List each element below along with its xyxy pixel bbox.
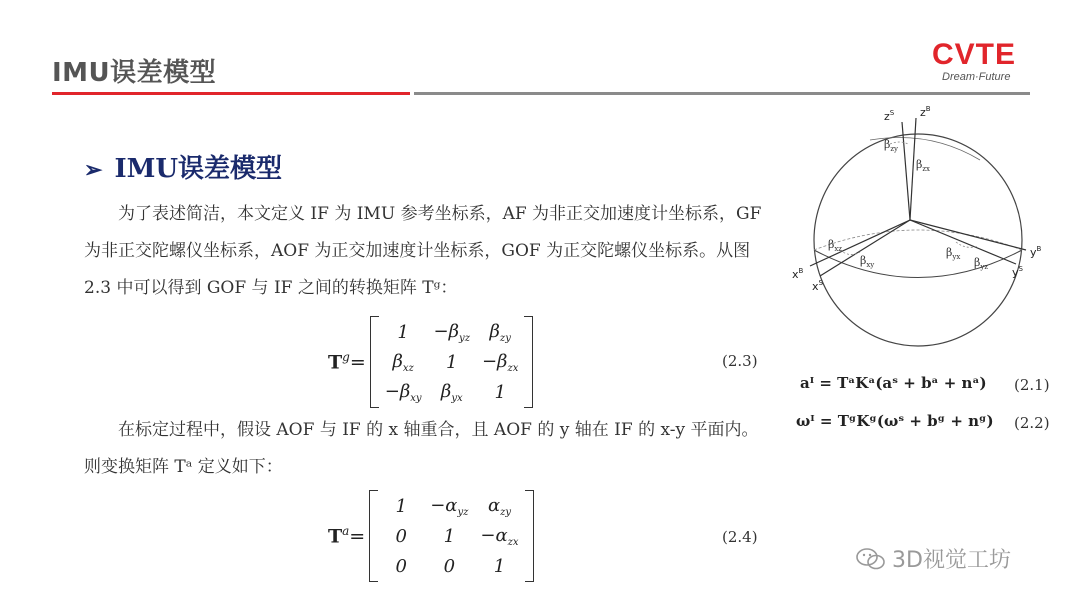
matrix-cell: 0 — [395, 555, 407, 577]
label-zs: $z^S$ — [884, 109, 895, 123]
equation-label-2-1: (2.1) — [1014, 376, 1050, 394]
watermark — [856, 543, 1011, 574]
right-bracket — [525, 490, 534, 582]
matrix-cell: $\beta_{yx}$ — [440, 380, 463, 404]
left-bracket — [369, 490, 378, 582]
matrix-body — [379, 317, 525, 407]
matrix-cell: $-\beta_{yz}$ — [433, 320, 470, 344]
imu-axes-figure — [780, 100, 1060, 350]
matrix-name: $T^g=$ — [328, 350, 366, 374]
matrix-cell: $\beta_{zy}$ — [489, 320, 511, 344]
matrix-name: $T^a=$ — [328, 524, 366, 548]
axis-zs — [902, 122, 910, 220]
label-beta-zx: $\beta_{zx}$ — [916, 158, 930, 173]
header-rule-red — [52, 92, 410, 95]
equation-label-2-2: (2.2) — [1014, 414, 1050, 432]
equation-label-2-3: (2.3) — [722, 352, 758, 370]
label-beta-yx: $\beta_{yx}$ — [946, 246, 961, 261]
matrix-cell: 0 — [443, 555, 456, 577]
bullet-arrow-icon: ➢ — [84, 157, 103, 183]
right-bracket — [524, 316, 533, 408]
matrix-cell: 1 — [494, 381, 506, 403]
label-beta-zy: $\beta_{zy}$ — [884, 138, 899, 153]
label-xb: $x^B$ — [792, 267, 804, 281]
label-xs: $x^S$ — [812, 279, 823, 293]
paragraph-1 — [84, 196, 764, 307]
label-beta-xz: $\beta_{xz}$ — [828, 238, 842, 253]
logo-tagline: Dream·Future — [942, 71, 1011, 83]
equator-back — [814, 230, 1022, 250]
equation-2-2: ωᴵ = TᵍKᵍ(ωˢ + bᵍ + nᵍ) — [796, 412, 994, 430]
paragraph-2-text: 在标定过程中，假设 AOF 与 IF 的 x 轴重合，且 AOF 的 y 轴在 IF 的 x-y 平面内。则变换矩阵 Tᵃ 定义如下： — [84, 420, 759, 477]
label-beta-yz: $\beta_{yz}$ — [974, 256, 989, 271]
matrix-cell: $\alpha_{zy}$ — [487, 494, 512, 518]
axis-ys — [910, 220, 1016, 264]
matrix-cell: 1 — [443, 525, 456, 547]
section-heading — [84, 148, 282, 185]
page-title: IMU误差模型 — [52, 58, 217, 88]
section-title: IMU误差模型 — [114, 154, 283, 184]
matrix-equation-2-3 — [328, 316, 533, 408]
matrix-cell: 0 — [395, 525, 407, 547]
paragraph-1-text: 为了表述简洁，本文定义 IF 为 IMU 参考坐标系，AF 为非正交加速度计坐标系，GF 为非正交陀螺仪坐标系，AOF 为正交加速度计坐标系，GOF 为正交陀螺仪坐标系。从图 2.3 中可以得到 GOF 与 IF 之间的转换矩阵 Tᵍ： — [84, 204, 762, 298]
cvte-logo — [932, 40, 1032, 84]
matrix-body — [378, 491, 524, 581]
label-zb: $z^B$ — [920, 105, 931, 119]
matrix-cell: $-\beta_{zx}$ — [481, 350, 519, 374]
matrix-cell: 1 — [446, 351, 458, 373]
matrix-cell: $-\alpha_{yz}$ — [430, 494, 469, 518]
matrix-cell: $\beta_{xz}$ — [392, 350, 414, 374]
matrix-cell: 1 — [395, 495, 407, 517]
logo-brand: CVTE — [932, 38, 1017, 71]
equation-2-1: aᴵ = TᵃKᵃ(aˢ + bᵃ + nᵃ) — [800, 374, 987, 392]
wechat-icon — [856, 547, 886, 571]
header-rule-gray — [414, 92, 1030, 95]
left-bracket — [370, 316, 379, 408]
paragraph-2 — [84, 412, 764, 486]
label-beta-xy: $\beta_{xy}$ — [860, 254, 875, 269]
equation-label-2-4: (2.4) — [722, 528, 758, 546]
matrix-cell: $-\alpha_{zx}$ — [480, 524, 519, 548]
matrix-cell: 1 — [493, 555, 506, 577]
label-yb: $y^B$ — [1030, 245, 1042, 259]
watermark-text: 3D视觉工坊 — [892, 548, 1011, 573]
label-ys: $y^S$ — [1012, 265, 1023, 279]
matrix-cell: $-\beta_{xy}$ — [384, 380, 422, 404]
matrix-equation-2-4 — [328, 490, 534, 582]
axis-yb — [910, 220, 1026, 250]
matrix-cell: 1 — [397, 321, 409, 343]
